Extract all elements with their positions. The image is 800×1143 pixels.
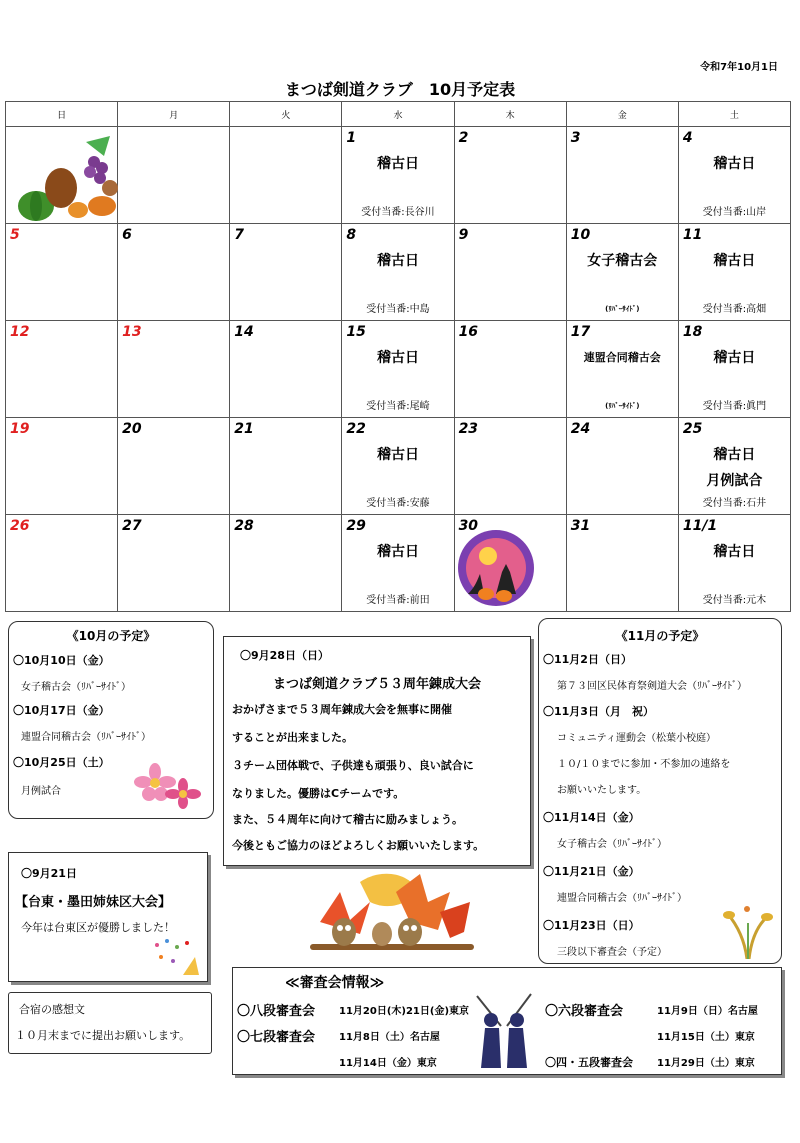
day-number: 6 <box>122 227 132 243</box>
day-event: 稽古日 <box>376 350 419 366</box>
exam-8dan-date: 11月20日(木)21日(金)東京 <box>339 1006 470 1017</box>
november-line: お願いいたします。 <box>557 785 647 796</box>
october-line: 月例試合 <box>21 786 61 797</box>
day-number: 21 <box>234 421 254 437</box>
reception-duty: 受付当番:長谷川 <box>361 207 435 218</box>
day-number: 5 <box>10 227 20 243</box>
day-event: 稽古日 <box>713 447 756 463</box>
calendar-day <box>678 418 790 515</box>
november-line: コミュニティ運動会（松葉小校庭） <box>557 733 716 744</box>
calendar-day <box>566 321 678 418</box>
exam-heading: ≪審査会情報≫ <box>285 975 385 991</box>
day-event: 稽古日 <box>376 447 419 463</box>
day-number: 16 <box>458 324 479 340</box>
reception-duty: 受付当番:眞門 <box>702 401 767 412</box>
calendar-day <box>678 127 790 224</box>
weekday-header: 金 <box>566 102 678 127</box>
essay-title: 合宿の感想文 <box>19 1003 85 1016</box>
weekday-header: 日 <box>6 102 118 127</box>
day-event: 稽古日 <box>376 544 419 560</box>
tournament-title: 【台東・墨田姉妹区大会】 <box>15 895 172 910</box>
day-number: 8 <box>346 227 357 243</box>
november-line: 〇11月21日（金） <box>543 865 640 878</box>
kendo-players-icon <box>471 992 537 1070</box>
day-event-location: (ﾘﾊﾞｰｻｲﾄﾞ) <box>605 402 640 410</box>
notice-line: 今後ともご協力のほどよろしくお願いいたします。 <box>232 839 485 852</box>
calendar-day <box>118 515 230 612</box>
calendar-day <box>566 127 678 224</box>
tournament-report-notice <box>223 636 531 866</box>
day-number: 7 <box>234 227 245 243</box>
calendar-day <box>118 321 230 418</box>
calendar-day <box>678 321 790 418</box>
day-event: 稽古日 <box>376 253 419 269</box>
october-line: 〇10月10日（金） <box>13 654 110 667</box>
day-number: 9 <box>458 227 469 243</box>
day-number: 18 <box>682 324 703 340</box>
day-number: 28 <box>234 518 254 534</box>
day-number: 1 <box>346 130 357 146</box>
day-number: 23 <box>458 421 479 437</box>
november-line: 〇11月3日（月 祝） <box>543 705 654 718</box>
october-heading: 《10月の予定》 <box>66 629 156 643</box>
calendar-day <box>566 418 678 515</box>
day-number: 15 <box>346 324 366 340</box>
day-number: 13 <box>122 324 142 340</box>
november-line: 連盟合同稽古会（ﾘﾊﾞｰｻｲﾄﾞ） <box>557 893 687 904</box>
calendar-day <box>6 515 118 612</box>
day-event: 稽古日 <box>713 350 756 366</box>
calendar <box>5 101 791 612</box>
calendar-day <box>566 224 678 321</box>
november-line: 〇11月23日（日） <box>543 919 640 932</box>
calendar-day <box>230 127 342 224</box>
november-line: 第７３回区民体育祭剣道大会（ﾘﾊﾞｰｻｲﾄﾞ） <box>557 681 747 692</box>
october-line: 〇10月25日（土） <box>13 756 110 769</box>
calendar-day <box>342 321 454 418</box>
exam-information-box <box>232 967 782 1075</box>
calendar-day <box>118 224 230 321</box>
notice-line: なりました。優勝はCチームです。 <box>232 787 405 800</box>
day-number: 11/1 <box>682 518 718 534</box>
calendar-day <box>454 418 566 515</box>
essay-deadline: １０月末までに提出お願いします。 <box>15 1029 191 1042</box>
notice-line: おかげさまで５３周年錬成大会を無事に開催 <box>232 703 452 716</box>
day-number: 19 <box>10 421 30 437</box>
day-number: 29 <box>346 518 366 534</box>
day-number: 24 <box>570 421 591 437</box>
day-event: 稽古日 <box>376 156 419 172</box>
notice-title: まつば剣道クラブ５３周年錬成大会 <box>272 677 481 692</box>
reception-duty: 受付当番:元木 <box>702 595 767 606</box>
exam-7dan-label: 〇七段審査会 <box>237 1030 316 1045</box>
autumn-harvest-illustration <box>14 128 120 224</box>
calendar-day <box>566 515 678 612</box>
tournament-date: 〇9月21日 <box>21 867 77 880</box>
halloween-illustration <box>456 528 536 608</box>
notice-line: することが出来ました。 <box>232 731 353 744</box>
november-heading: 《11月の予定》 <box>615 629 705 643</box>
day-number: 22 <box>346 421 366 437</box>
day-number: 27 <box>122 518 142 534</box>
calendar-day <box>118 418 230 515</box>
calendar-day <box>342 224 454 321</box>
autumn-leaves-owls-illustration <box>300 872 480 964</box>
day-number: 14 <box>234 324 254 340</box>
day-event: 連盟合同稽古会 <box>583 351 661 364</box>
day-number: 20 <box>122 421 142 437</box>
reception-duty: 受付当番:高畑 <box>702 304 767 315</box>
day-event: 稽古日 <box>713 156 756 172</box>
october-line: 連盟合同稽古会（ﾘﾊﾞｰｻｲﾄﾞ） <box>21 732 151 743</box>
november-line: 三段以下審査会（予定） <box>557 947 667 958</box>
day-number: 30 <box>458 518 479 534</box>
calendar-day <box>454 127 566 224</box>
day-number: 25 <box>682 421 703 437</box>
tournament-result: 今年は台東区が優勝しました！ <box>21 921 175 934</box>
weekday-header: 土 <box>678 102 790 127</box>
reception-duty: 受付当番:山岸 <box>702 207 767 218</box>
reception-duty: 受付当番:前田 <box>366 595 430 606</box>
essay-notice-box <box>8 992 212 1054</box>
calendar-day <box>118 127 230 224</box>
day-number: 10 <box>570 227 591 243</box>
day-number: 12 <box>10 324 30 340</box>
calendar-day <box>6 224 118 321</box>
november-line: 女子稽古会（ﾘﾊﾞｰｻｲﾄﾞ） <box>557 839 667 850</box>
day-event: 稽古日 <box>713 544 756 560</box>
november-line: 〇11月2日（日） <box>543 653 632 666</box>
day-number: 3 <box>570 130 581 146</box>
day-event: 稽古日 <box>713 253 756 269</box>
exam-7dan-date: 11月14日（金）東京 <box>339 1058 437 1069</box>
calendar-day <box>342 127 454 224</box>
calendar-week <box>6 224 791 321</box>
calendar-day <box>678 224 790 321</box>
party-popper-icon <box>149 937 203 977</box>
calendar-day <box>230 515 342 612</box>
weekday-header: 水 <box>342 102 454 127</box>
tournament-result-box <box>8 852 208 982</box>
exam-6dan-label: 〇六段審査会 <box>545 1004 624 1019</box>
october-line: 女子稽古会（ﾘﾊﾞｰｻｲﾄﾞ） <box>21 682 131 693</box>
calendar-day <box>678 515 790 612</box>
day-number: 26 <box>10 518 30 534</box>
exam-7dan-date: 11月8日（土）名古屋 <box>339 1032 440 1043</box>
notice-line: ３チーム団体戦で、子供達も頑張り、良い試合に <box>232 759 474 772</box>
exam-6dan-date: 11月9日（日）名古屋 <box>657 1006 758 1017</box>
day-number: 11 <box>682 227 703 243</box>
day-number: 4 <box>682 130 693 146</box>
day-event-location: (ﾘﾊﾞｰｻｲﾄﾞ) <box>605 305 640 313</box>
november-line: １０/１０までに参加・不参加の連絡を <box>557 759 731 770</box>
notice-date: 〇9月28日（日） <box>240 649 329 662</box>
exam-8dan-label: 〇八段審査会 <box>237 1004 316 1019</box>
calendar-day <box>454 321 566 418</box>
weekday-header: 月 <box>118 102 230 127</box>
reception-duty: 受付当番:石井 <box>702 498 767 509</box>
calendar-day <box>342 515 454 612</box>
weekday-header: 木 <box>454 102 566 127</box>
calendar-week <box>6 515 791 612</box>
day-number: 31 <box>570 518 591 534</box>
reception-duty: 受付当番:尾崎 <box>366 401 430 412</box>
november-line: 〇11月14日（金） <box>543 811 640 824</box>
day-number: 17 <box>570 324 591 340</box>
calendar-day <box>230 224 342 321</box>
calendar-day <box>454 224 566 321</box>
calendar-day <box>230 321 342 418</box>
page-title: まつば剣道クラブ 10月予定表 <box>284 80 516 99</box>
october-line: 〇10月17日（金） <box>13 704 110 717</box>
calendar-day <box>6 418 118 515</box>
exam-6dan-date: 11月15日（土）東京 <box>657 1032 755 1043</box>
calendar-week <box>6 321 791 418</box>
reception-duty: 受付当番:安藤 <box>366 498 430 509</box>
calendar-week <box>6 418 791 515</box>
calendar-day <box>230 418 342 515</box>
reception-duty: 受付当番:中島 <box>366 304 430 315</box>
cosmos-flower-icon <box>133 760 203 812</box>
calendar-day <box>6 321 118 418</box>
weekday-header: 火 <box>230 102 342 127</box>
day-number: 2 <box>458 130 469 146</box>
exam-4-5dan-date: 11月29日（土）東京 <box>657 1058 755 1069</box>
day-event: 女子稽古会 <box>587 253 658 269</box>
document-date: 令和7年10月1日 <box>700 62 778 73</box>
calendar-week <box>6 127 791 224</box>
notice-line: また、５４周年に向けて稽古に励みましょう。 <box>232 813 463 826</box>
calendar-day <box>342 418 454 515</box>
exam-4-5dan-label: 〇四・五段審査会 <box>545 1056 633 1069</box>
day-event-secondary: 月例試合 <box>706 473 763 489</box>
rice-plant-icon <box>717 903 777 959</box>
october-schedule-box <box>8 621 214 819</box>
november-schedule-box <box>538 618 782 964</box>
